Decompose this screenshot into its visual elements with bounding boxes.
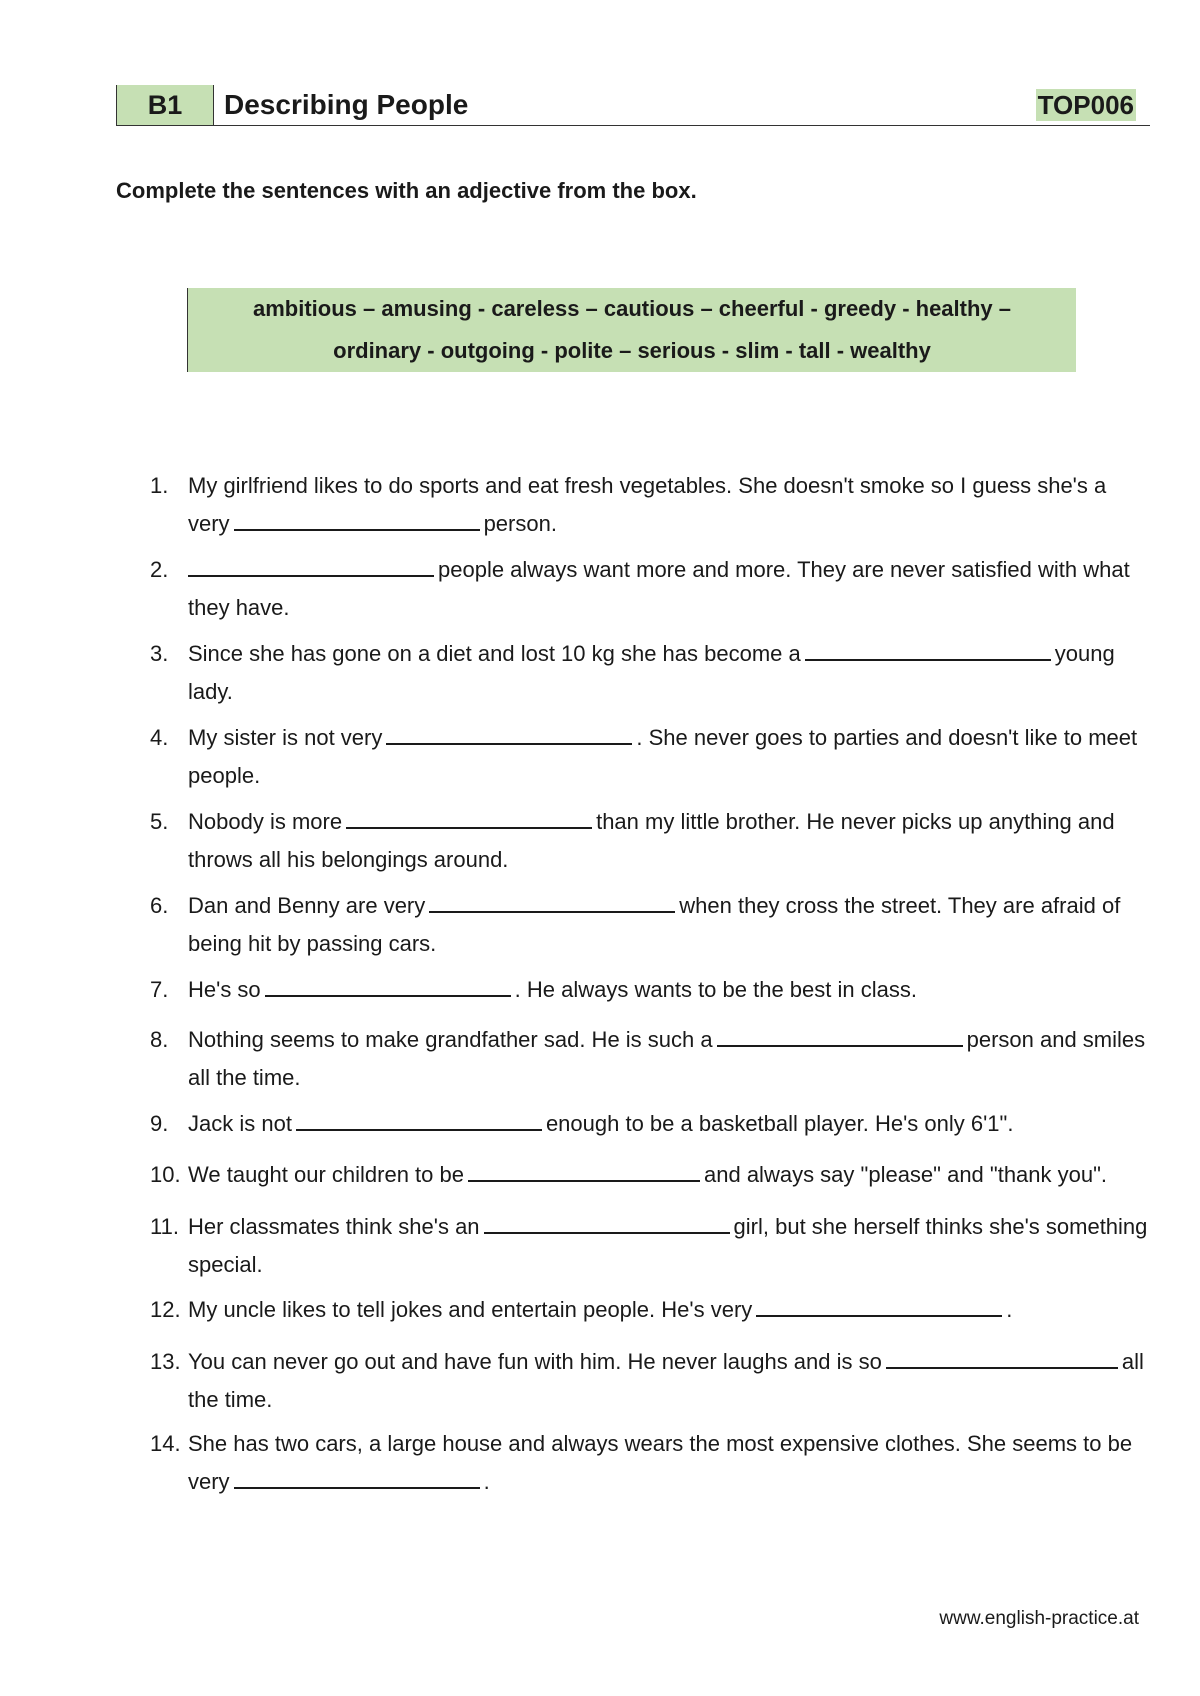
footer-website: www.english-practice.at (939, 1608, 1139, 1629)
question-text-after: people always want more and more. They are never satisfied with what they have. (188, 557, 1130, 620)
instruction-text: Complete the sentences with an adjective from the box. (116, 178, 697, 203)
question-text-after: enough to be a basketball player. He's only 6'1". (545, 1111, 1014, 1136)
answer-blank[interactable] (265, 971, 511, 997)
question-number: 13. (150, 1349, 181, 1374)
word-box-line-2: ordinary - outgoing - polite – serious - slim - tall - wealthy (333, 338, 931, 363)
answer-blank[interactable] (346, 803, 592, 829)
question-text-before: My sister is not very (188, 725, 383, 750)
question-text-after: person and smiles all the time. (188, 1027, 1146, 1090)
question-number: 3. (150, 641, 169, 666)
question-number: 6. (150, 893, 169, 918)
question-number: 14. (150, 1431, 181, 1456)
question-5 (150, 803, 1150, 879)
answer-blank[interactable] (429, 887, 675, 913)
question-text-after: young lady. (188, 641, 1115, 704)
question-text-before: We taught our children to be (188, 1162, 464, 1187)
answer-blank[interactable] (386, 719, 632, 745)
word-box-line-1: ambitious – amusing - careless – cautious – cheerful - greedy - healthy – (252, 296, 1012, 321)
question-text-before: Jack is not (188, 1111, 292, 1136)
question-text-before: He's so (188, 977, 261, 1002)
question-text-after: all the time. (188, 1349, 1144, 1412)
worksheet-header (116, 85, 1150, 126)
question-text-after: girl, but she herself thinks she's something special. (188, 1214, 1148, 1277)
question-text-after: . (1006, 1297, 1013, 1322)
answer-blank[interactable] (717, 1021, 963, 1047)
question-text-before: Since she has gone on a diet and lost 10 kg she has become a (188, 641, 801, 666)
question-text-after: . (483, 1469, 490, 1494)
question-10 (150, 1156, 1150, 1194)
question-text-after: . He always wants to be the best in class. (514, 977, 917, 1002)
question-number: 7. (150, 977, 169, 1002)
answer-blank[interactable] (234, 505, 480, 531)
question-number: 12. (150, 1297, 181, 1322)
question-11 (150, 1208, 1150, 1284)
level-badge: B1 (116, 85, 214, 125)
question-number: 2. (150, 557, 169, 582)
answer-blank[interactable] (468, 1156, 700, 1182)
question-text-before: Nobody is more (188, 809, 343, 834)
question-6 (150, 887, 1150, 963)
topic-code: TOP006 (1037, 90, 1134, 120)
worksheet-title: Describing People (224, 89, 469, 120)
answer-blank[interactable] (484, 1208, 730, 1234)
answer-blank[interactable] (805, 635, 1051, 661)
question-number: 4. (150, 725, 169, 750)
question-text-before: You can never go out and have fun with him. He never laughs and is so (188, 1349, 882, 1374)
answer-blank[interactable] (756, 1291, 1002, 1317)
question-1 (150, 467, 1150, 543)
question-2 (150, 551, 1150, 627)
answer-blank[interactable] (234, 1463, 480, 1489)
question-9 (150, 1105, 1150, 1143)
question-7 (150, 971, 1150, 1009)
question-text-before: Nothing seems to make grandfather sad. He is such a (188, 1027, 713, 1052)
question-12 (150, 1291, 1150, 1329)
question-text-before: She has two cars, a large house and always wears the most expensive clothes. She seems to be very (188, 1431, 1133, 1494)
question-text-after: than my little brother. He never picks up anything and throws all his belongings around. (188, 809, 1115, 872)
question-4 (150, 719, 1150, 795)
question-text-before: Her classmates think she's an (188, 1214, 480, 1239)
question-text-after: . She never goes to parties and doesn't like to meet people. (188, 725, 1138, 788)
question-text-before: My uncle likes to tell jokes and entertain people. He's very (188, 1297, 753, 1322)
question-number: 10. (150, 1162, 181, 1187)
question-text-before: My girlfriend likes to do sports and eat fresh vegetables. She doesn't smoke so I guess she's a very (188, 473, 1107, 536)
question-text-before: Dan and Benny are very (188, 893, 426, 918)
question-number: 1. (150, 473, 169, 498)
question-3 (150, 635, 1150, 711)
question-8 (150, 1021, 1150, 1097)
answer-blank[interactable] (296, 1105, 542, 1131)
question-number: 9. (150, 1111, 169, 1136)
question-number: 5. (150, 809, 169, 834)
answer-blank[interactable] (188, 551, 434, 577)
question-number: 8. (150, 1027, 169, 1052)
question-13 (150, 1343, 1150, 1419)
word-box (187, 288, 1076, 372)
answer-blank[interactable] (886, 1343, 1118, 1369)
question-14 (150, 1425, 1150, 1501)
question-text-after: when they cross the street. They are afraid of being hit by passing cars. (188, 893, 1121, 956)
question-number: 11. (150, 1214, 179, 1239)
question-text-after: and always say "please" and "thank you". (704, 1162, 1108, 1187)
question-text-after: person. (483, 511, 557, 536)
